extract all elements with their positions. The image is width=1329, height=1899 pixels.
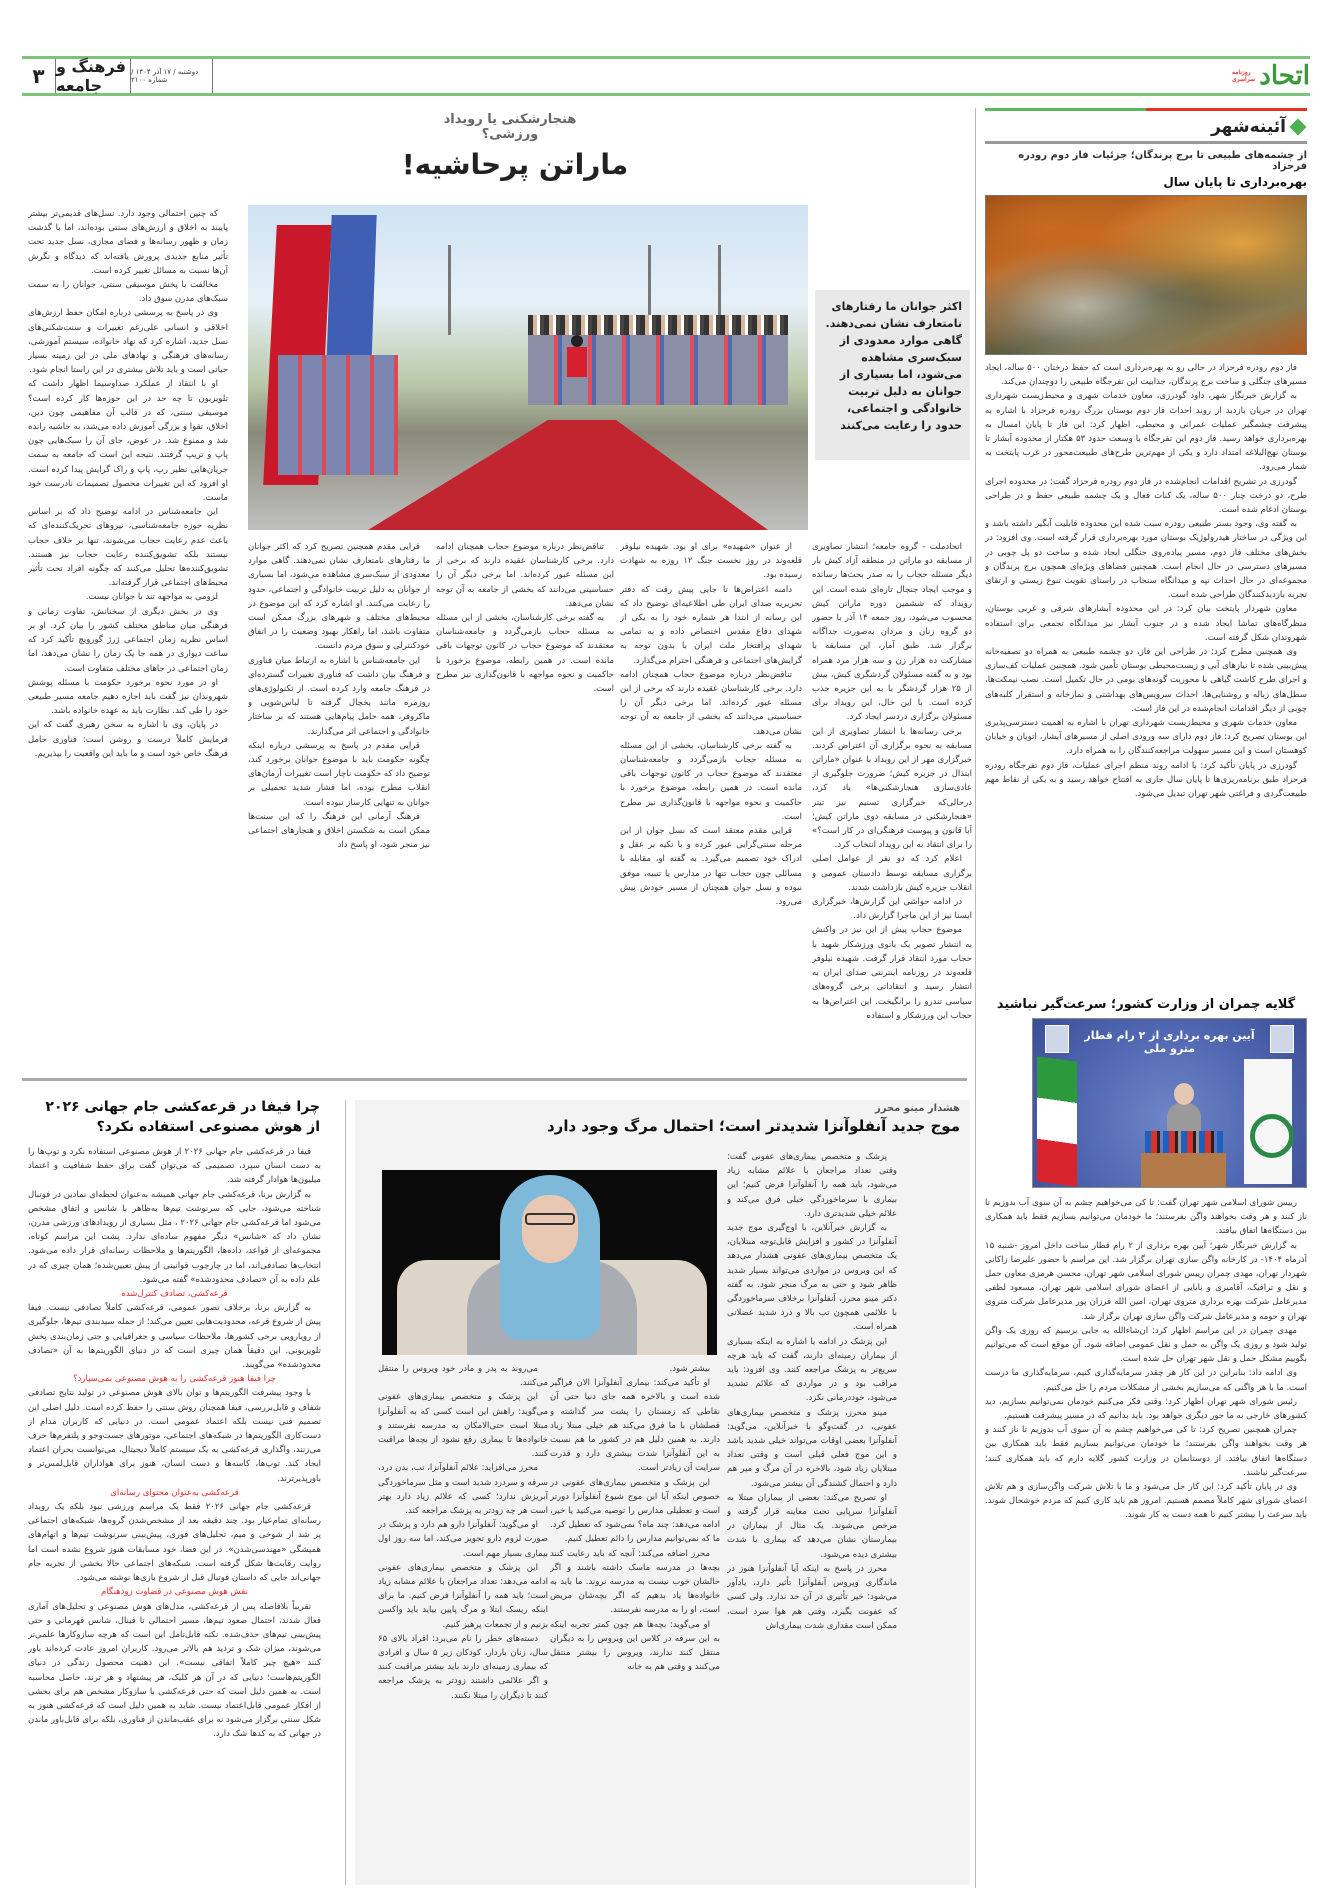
paragraph: او می‌گوید: آنفلوآنزا دارو هم دارد و پزشک در صورت لزوم دارو تجویز می‌کند، اما سه روز اول بیماری بسیار مهم است.	[378, 1520, 548, 1559]
feature-column-2	[620, 540, 802, 1025]
paragraph: دسته‌های خطر را نام می‌برد: افراد بالای ۶۵ سال، زنان باردار، کودکان زیر ۵ سال و افرادی که بیماری زمینه‌ای دارند باید بیشتر مراقبت کنند و اگر علائمی داشتند زودتر به پزشک مراجعه کنند تا دیگران را مبتلا نکنند.	[378, 1633, 548, 1701]
feature-column-3	[248, 540, 430, 1025]
paragraph: معاون شهردار پایتخت بیان کرد: در این محدوده آبشارهای شرقی و غربی بوستان، منظرگاه‌های تماشا ایجاد شده و در جنوب آبشار نیز میدانگاه تجمعی برای استفاده شهروندان شکل گرفته است.	[985, 604, 1307, 643]
paragraph: این پزشک و متخصص بیماری‌های عفونی ادامه می‌دهد: تعداد مراجعان با علائم مشابه زیاد است؛ باید همه را آنفلوآنزا فرض کنیم. ما برای اینکه ریسک ابتلا و مرگ پایین بیاید باید واکسن بزنیم و از تجمعات پرهیز کنیم.	[378, 1562, 548, 1630]
paragraph: او تصریح می‌کند: بعضی از بیماران مبتلا به آنفلوآنزا سرپایی تحت معاینه قرار گرفته و مرخص می‌شوند. یک مثال از بیماران در بیمارستان نشان می‌دهد که بیماری با شدت بیشتری دیده می‌شود.	[727, 1492, 897, 1560]
flu-headline[interactable]: موج جدید آنفلوآنزا شدیدتر است؛ احتمال مرگ وجود دارد	[546, 1117, 960, 1135]
paragraph: محرز می‌افزاید: علائم آنفلوآنزا، تب، بدن درد، سرفه و سردرد شدید است و مثل سرماخوردگی آبریزش ندارد؛ کسی که علائم زیاد دارد بهتر است هر چه زودتر به پزشک مراجعه کند.	[378, 1463, 548, 1517]
feature-column-3b	[436, 540, 614, 1025]
farahzad-article	[985, 150, 1307, 981]
section-divider	[22, 1078, 967, 1081]
paragraph: وی ادامه داد: بنابراین در این کار هر چقدر سرمایه‌گذاری کنیم، سرمایه‌گذاری ما درست است. ما با هر واگنی که می‌سازیم بخشی از مشکلات مردم را حل می‌کنیم.	[985, 1368, 1307, 1393]
article-headline[interactable]: گلایه چمران از وزارت کشور؛ سرعت‌گیر نباشید	[996, 997, 1296, 1012]
paragraph: از عنوان «شهیده» برای او بود. شهیده نیلوفر قلعه‌وند در روز نخست جنگ ۱۲ روزه به شهادت رسیده بود.	[620, 542, 802, 581]
portrait-image	[1270, 1025, 1294, 1053]
paragraph: اعلام کرد که دو نفر از عوامل اصلی برگزاری مسابقه توسط دادستان عمومی و انقلاب جزیره کیش بازداشت شدند.	[812, 854, 972, 893]
paragraph: چمران همچنین تصریح کرد: تا کی می‌خواهیم چشم به آن سوی آب بدوزیم تا ناز کنند و هر وقت بخواهند واگن بفرستند؛ ما خودمان می‌توانیم بسازیم فقط باید همکاری بین دستگاه‌ها اتفاق بیافتد. از دوستانمان در وزارت کشور گلایه دارم که باید همکاری کنند؛ سرعت‌گیر نباشند.	[985, 1425, 1307, 1478]
paragraph: این جامعه‌شناس با اشاره به ارتباط میان فناوری و فرهنگ بیان داشت که فناوری تغییرات گسترده‌ای در فرهنگ جامعه وارد کرده است. از تکنولوژی‌های روزمره مانند یخچال گرفته تا لباس‌شویی و ماکروفر، همه حامل پیام‌هایی هستند که بر ساختار خانوادگی و اجتماعی اثر می‌گذارند.	[248, 655, 430, 737]
paragraph: فاز دوم رودره فرحزاد در حالی رو به بهره‌برداری است که حفظ درختان ۵۰۰ ساله، ایجاد مسیرهای جنگلی و ساخت برج پرندگان، جذابیت این تفرجگاه طبیعی را دوچندان می‌کند.	[985, 363, 1307, 388]
barrier-fence	[278, 355, 398, 475]
paragraph: مینو محرز، پزشک و متخصص بیماری‌های عفونی، در گفت‌وگو با خبرآنلاین، می‌گوید: آنفلوآنزا بعضی اوقات می‌تواند خیلی شدید باشد و این موج فعلی قبلی است و وقتی تعداد مبتلایان زیاد شود، بالاخره در آن مرگ و میر هم دارد و احتمال کشندگی آن بیشتر می‌شود.	[727, 1407, 897, 1489]
red-carpet	[368, 420, 768, 530]
iran-flag	[1037, 1056, 1077, 1187]
paragraph: اتحادملت - گروه جامعه؛ انتشار تصاویری از مسابقه دو ماراتن در منطقه آزاد کیش بار دیگر مسئله حجاب را به صدر بحث‌ها رسانده و موجب ایجاد جنجال تازه‌ای شده است. این رویداد که ششمین دوره ماراتن کیش محسوب می‌شود، روز جمعه ۱۴ آذر با حضور دو گروه زنان و مردان به‌صورت جداگانه برگزار شد. طبق آمار، این مسابقه با مشارکت ده هزار زن و سه هزار مرد همراه بود و به گفته مسئولان گردشگری کیش، بیش از ۲۵ هزار گردشگر با به این جزیره جذب کرده است. با این حال، این رویداد برای مسئولان برگزاری دردسر ایجاد کرد.	[812, 542, 972, 723]
logo-text: اتحاد	[1259, 61, 1310, 91]
fifa-headline[interactable]: چرا فیفا در قرعه‌کشی جام جهانی ۲۰۲۶ از هوش مصنوعی استفاده نکرد؟	[45, 1099, 320, 1135]
paragraph: این پزشک در ادامه با اشاره به اینکه بسیاری از بیماران زمینه‌ای دارند، گفت که باید هرچه سریع‌تر به پزشک مراجعه کنند. وی افزود: باید مراقب بود و در مواردی که علائم تشدید می‌شود، خوددرمانی نکرد.	[727, 1336, 897, 1404]
paragraph: به گفته برخی کارشناسان، بخشی از این مسئله به مسئله حجاب بازمی‌گردد و جامعه‌شناسان معتقدند که موضوع حجاب در کانون توجهات باقی مانده است. در همین رابطه، موضوع برخورد با حاکمیت و نحوه مواجهه با قانون‌گذاری نیز مطرح است.	[620, 740, 802, 822]
paragraph: برخی رسانه‌ها با انتشار تصاویری از این مسابقه به نحوه برگزاری آن اعتراض کردند. خبرگزاری مهر از این رویداد با عنوان «ماراتن ابتذال در جزیره کیش؛ ضرورت جلوگیری از عادی‌سازی هنجارشکنی‌ها» یاد کرد، درحالی‌که خبرگزاری تسنیم نیز تیتر «هنجارشکنی در مسابقه دوی ماراتن کیش؛ آیا قانون و پیوست فرهنگی‌ای در کار است؟» را برای انتقاد به این رویداد انتخاب کرد.	[812, 726, 972, 851]
article-kicker: از چشمه‌های طبیعی تا برج پرندگان؛ جزئیات فاز دوم رودره فرحزاد	[1018, 150, 1307, 172]
paragraph: وی در بخش دیگری از سخنانش، تفاوت زمانی و فرهنگی میان مناطق مختلف کشور را بیان کرد. او بر اساس نظریه زمان اجتماعی ژرژ گورویچ تأکید کرد که ساعت دیواری در همه جا یک زمان را نشان می‌دهد، اما زمان اجتماعی در جاهای مختلف متفاوت است.	[28, 606, 228, 674]
article-headline[interactable]: بهره‌برداری تا پایان سال	[1163, 175, 1307, 189]
pull-quote: اکثر جوانان ما رفتارهای نامتعارف نشان نمی‌دهند. گاهی موارد معدودی از سبک‌سری مشاهده می‌شود، اما بسیاری از جوانان به دلیل تربیت خانوادگی و اجتماعی، حدود را رعایت می‌کنند	[815, 290, 970, 460]
color-bar-green	[985, 108, 1146, 111]
paragraph: محرز در پاسخ به اینکه آیا آنفلوآنزا هنوز در ماندگاری ویروس آنفلوآنزا تأثیر دارد، یادآور می‌شود: خیر تأثیری در آن حد ندارد. ولی کسی که عفونت بگیرد، وقتی هم هوا سرد است، ممکن است مقداری شدت بیماری‌اش	[727, 1563, 897, 1631]
chamran-article	[985, 997, 1307, 1806]
paragraph: گودرزی در تشریح اقدامات انجام‌شده در فاز دوم رودره فرحزاد گفت: در محدوده اجرای طرح، دو درخت چنار ۵۰۰ ساله، یک کنات فعال و یک چشمه طبیعی حفظ و در طراحی بوستان ادغام شده است.	[985, 476, 1307, 516]
paragraph: وی در پایان تأکید کرد: این کار حل می‌شود و ما با تلاش شرکت واگن‌سازی و هم تلاش اعضای شورای شهر کاملاً مصمم هستیم. امروز هم باید کاری کنیم که مردم خوشحال شوند. باید سرعت را بیشتر کنیم تا همه دست به کار شوند.	[985, 1482, 1307, 1521]
paragraph: او تأکید می‌کند: بیماری آنفلوآنزا الان فراگیر شده است و بالاخره همه جای دنیا حتی آن نقاطی که زمستان را پشت سر گذاشته و فصلشان با ما فرق می‌کند هم خیلی مبتلا زیاد دارند. به همین دلیل هم در کشور ما هم نسبت به این آنفلوآنزا شدت بیشتری دارد و قدرت سرایت آن زیادتر است.	[550, 1378, 720, 1474]
ceremony-banner-text: آیین بهره برداری از ۲ رام قطار مترو ملی	[1084, 1029, 1255, 1055]
page-number: ۳	[22, 59, 56, 93]
article-body	[985, 1196, 1307, 1806]
paragraph: این پزشک و متخصص بیماری‌های عفونی می‌گوید: راهش این است کسی که به آنفلوآنزا مبتلا است حتی‌الامکان به مدرسه نفرستند و خانواده‌ها تا بیماری رفع نشود از بچه‌ها مراقبت کنند.	[378, 1392, 548, 1460]
paragraph: فرهنگ آرمانی این فرهنگ را که این سنت‌ها ممکن است به شکستن اخلاق و هنجارهای اجتماعی نیز منجر شود، او پاسخ داد	[248, 811, 430, 851]
diamond-icon	[1290, 119, 1307, 136]
article-body	[985, 361, 1307, 981]
flu-column-2	[550, 1362, 720, 1885]
marathon-photo	[248, 205, 808, 530]
flu-column-3	[378, 1362, 548, 1885]
paragraph: قرعه‌کشی جام جهانی ۲۰۲۶ فقط یک مراسم ورزشی نبود بلکه یک رویداد رسانه‌ای تمام‌عیار بود. چند دقیقه بعد از مشخص‌شدن گروه‌ها، شبکه‌های اجتماعی پر شد از شوخی و میم، تحلیل‌های فوری، پیش‌بینی سرنوشت تیم‌ها و اتهام‌های همیشگی «مهندسی‌شدن». در این فضا، خود مسابقات هنوز شروع نشده است اما روایت رقابت‌ها شکل گرفته است. شبکه‌های اجتماعی حالا بخشی از تجربه جام جهانی‌اند جایی که داستان فوتبال قبل از شروع بازی‌ها نوشته می‌شود.	[28, 1502, 321, 1584]
paragraph: رییس شورای اسلامی شهر تهران گفت: تا کی می‌خواهیم چشم به آن سوی آب بدوزیم تا ناز کنند و هر وقت بخواهند واگن بفرستند؛ ما خودمان می‌توانیم بسازیم فقط باید همکاری بین دستگاه‌ها اتفاق بیافتد.	[985, 1198, 1307, 1237]
paragraph: با وجود پیشرفت الگوریتم‌ها و توان بالای هوش مصنوعی در تولید نتایج تصادفی شفاف و قابل‌بررسی، فیفا همچنان روش سنتی را حفظ کرده است. دلیل اصلی این تصمیم فنی نیست بلکه اعتماد عمومی است. در دنیایی که کاربران مدام از دست‌کاری الگوریتم‌ها در شبکه‌های اجتماعی، موتورهای جست‌وجو و پلتفرم‌ها حرف می‌زنند، واگذاری قرعه‌کشی به یک سیستم کاملاً دیجیتال، می‌توانست بحران اعتماد ایجاد کند. توپ‌ها، کاسه‌ها و دست انسان، هنوز برای هواداران قابل‌لمس‌تر و باورپذیرترند.	[28, 1388, 321, 1484]
paragraph: در ادامه حواشی این گزارش‌ها، خبرگزاری ایسنا نیز از این ماجرا گزارش داد.	[812, 897, 972, 922]
minoo-mohraz-photo	[382, 1170, 717, 1355]
tehran-municipality-flag	[1244, 1059, 1292, 1184]
paragraph: قرایی مقدم در پاسخ به پرسشی درباره اینکه چگونه حکومت باید با موضوع جوانان برخورد کند، توضیح داد که حکومت ناچار است تغییرات آرمان‌های انقلاب مطرح بوده، اما فشار شدید تحمیلی بر جوانان به تنهایی کارساز نبوده است.	[248, 740, 430, 808]
paragraph: معاون خدمات شهری و محیط‌زیست شهرداری تهران با اشاره به اهمیت دسترسی‌پذیری این بوستان تصریح کرد: فاز دوم دارای سه ورودی اصلی از مسیرهای آبشار، اتوبان و خیابان کوهستان است و این مسیر سهولت مراجعه‌کنندگان را به همراه دارد.	[985, 718, 1307, 757]
paragraph: بیشتر شود.	[669, 1364, 710, 1374]
paragraph: او در مورد نحوه برخورد حکومت با مسئله پوشش شهروندان نیز گفت باید اجازه دهیم جامعه مسیر طبیعی خود را طی کند. نظارت باید به عهده خانواده باشد.	[28, 677, 228, 717]
logo-tagline: روزنامه سراسری	[1232, 69, 1256, 83]
feature-column-1	[812, 540, 972, 1025]
column-divider	[975, 108, 976, 1888]
paragraph: او با انتقاد از عملکرد صداوسیما اظهار داشت که تلویزیون تا چه حد در این حوزه‌ها کار کرده است؟ موسیقی سنتی، که در قالب آن مفاهیمی چون دین، اخلاق، تقوا و بزرگی آموزش داده می‌شد، به حاشیه رانده شد و ممنوع شد. در عوض، جای آن را سبک‌هایی چون پاپ و تریپ گرفتند. نتیجه این است که جامعه به سمت جریان‌هایی نظیر رپ، پاپ و راک گرایش پیدا کرده است. او افزود که این تغییرات محصول تصمیمات نادرست خود ماست.	[28, 379, 228, 504]
paragraph: به گزارش برنا، برخلاف تصور عمومی، قرعه‌کشی کاملاً تصادفی نیست. فیفا پیش از شروع قرعه، محدودیت‌هایی تعیین می‌کند؛ از جمله سیدبندی تیم‌ها، جلوگیری از رویارویی برخی کشورها، ملاحظات سیاسی و جغرافیایی و حتی زمان‌بندی پخش تلویزیونی. این دقیقاً همان چیزی است که در دنیای الگوریتم‌ها به آن «تصادف محدودشده» می‌گویند.	[28, 1303, 321, 1371]
paragraph: که چنین احتمالی وجود دارد. نسل‌های قدیمی‌تر بیشتر پایبند به اخلاق و ارزش‌های سنتی بوده‌اند، اما با گذشت زمان و ظهور رسانه‌ها و فضای مجازی، نسل جدید تحت تأثیر منابع جدیدی پرورش یافته‌اند که دیدگاه و نگرش آن‌ها نسبت به مسائل تغییر کرده است.	[28, 209, 228, 276]
paragraph: این پزشک و متخصص بیماری‌های عفونی در خصوص اینکه آیا این موج شیوع آنفلوآنزا دورتر است و تعطیلی مدارس را توصیه می‌کنید یا خیر، ادامه می‌دهد: چند ماه؟ نمی‌شود که تعطیل کرد. ما که نمی‌توانیم مدارس را دائم تعطیل کنیم.	[550, 1477, 720, 1545]
paragraph: به گزارش خبرنگار شهر؛ آیین بهره برداری از ۲ رام قطار ساخت داخل امروز -شنبه ۱۵ آذرماه ۱۴۰۴- در کارخانه واگن سازی تهران برگزار شد. این مراسم با حضور علیرضا زاکانی شهردار تهران، مهدی چمران رییس شورای اسلامی شهر تهران، محسن هرمزی معاون حمل و نقل و ترافیک، آقامیری و بابایی از اعضای شورای اسلامی شهر تهران، مسعود لطفی مدیرعامل شرکت بهره برداری متروی تهران، امین الله فرزان پور مدیرعامل شرکت متروی تهران و حومه و مدیرعامل شرکت واگن سازی تهران برگزار شد.	[985, 1240, 1307, 1322]
metro-ceremony-photo	[1032, 1018, 1307, 1188]
section-color-bar	[985, 108, 1307, 111]
subheading: قرعه‌کشی به‌عنوان محتوای رسانه‌ای	[110, 1487, 239, 1498]
paragraph: این جامعه‌شناس در ادامه توضیح داد که بر اساس نظریه حوزه جامعه‌شناسی، نیروهای تحریک‌کننده‌ای که باعث عدم رعایت حجاب می‌شوند، تنها بر خلاف حجاب نیستند بلکه تشویق‌کننده رعایت حجاب نیز هستند. تشویق‌کننده‌ها تحلیل می‌کنند که چگونه افراد تحت تأثیر محیط‌های اجتماعی قرار گرفته‌اند.	[28, 507, 228, 589]
column-divider	[345, 1100, 346, 1885]
paragraph: پزشک و متخصص بیماری‌های عفونی گفت: وقتی تعداد مراجعان با علائم مشابه زیاد می‌شود، باید همه را آنفلوآنزا فرض کنیم؛ این بیماری با سرماخوردگی خیلی فرق می‌کند و علائم خیلی شدیدتری دارد.	[727, 1152, 897, 1219]
feature-kicker: هنجارشکنی یا رویداد ورزشی؟	[443, 112, 577, 142]
paragraph: قرایی مقدم همچنین تصریح کرد که اکثر جوانان ما رفتارهای نامتعارف نشان نمی‌دهند. گاهی موارد معدودی از سبک‌سری مشاهده می‌شود، اما بسیاری از جوانان به دلیل تربیت خانوادگی و اجتماعی، حدود را رعایت می‌کنند. او اشاره کرد که این موضوع در محیط‌های مختلف و شهرهای بزرگ ممکن است متفاوت باشد، اما راهکار بهبود وضعیت را در اتفاق خودکنترلی و سوق مردم دانست.	[248, 542, 430, 652]
glasses	[525, 1213, 575, 1225]
issue-date: دوشنبه / ۱۷ آذر ۱۴۰۴ / شماره ۲۱۰۰	[131, 59, 213, 93]
paragraph: تناقض‌نظر درباره موضوع حجاب همچنان ادامه دارد. برخی کارشناسان عقیده دارند که برخی از این مسئله عبور کرده‌اند. اما برخی دیگر آن را حساسیتی می‌دانند که بخشی از جامعه به آن توجه نشان می‌دهد.	[620, 669, 802, 737]
runner-figure	[566, 335, 588, 405]
paragraph: موضوع حجاب پیش از این نیز در واکنش به انتشار تصویر یک بانوی ورزشکار شهید با حجاب مورد انتقاد قرار گرفت. شهیده نیلوفر قلعه‌وند در روزنامه اینترنتی صدای ایران به انتشار رسید و انتقاداتی برخی گروه‌های سیاسی تندرو را برانگیخت. این اعتراض‌ها به حجاب این ورزشکار و استفاده	[812, 925, 972, 1021]
paragraph: به گزارش خبرآنلاین، با اوج‌گیری موج جدید آنفلوآنزا در کشور و افزایش قابل‌توجه مبتلایان، یک متخصص بیماری‌های عفونی هشدار می‌دهد که این ویروس در مواردی می‌تواند بسیار شدید ظاهر شود و حتی به مرگ منجر شود. به گفته دکتر مینو محرز، آنفلوآنزا برخلاف سرماخوردگی با علائمی همچون تب بالا و درد شدید عضلانی همراه است.	[727, 1223, 897, 1333]
paragraph: قرایی مقدم معتقد است که نسل جوان از این مرحله سنتی‌گرایی عبور کرده و با تکیه بر عقل و ادراک خود تصمیم می‌گیرد. به گفته او، مقابله با مسائلی چون حجاب تنها در مدارس یا تنبیه، موفق نبوده و نسل جوان همچنان از مسیر خودش پیش می‌رود.	[620, 826, 802, 908]
paragraph: تناقض‌نظر درباره موضوع حجاب همچنان ادامه دارد. برخی کارشناسان عقیده دارند که برخی از این مسئله عبور کرده‌اند. اما برخی دیگر آن را حساسیتی می‌دانند که بخشی از جامعه به آن توجه نشان می‌دهد.	[436, 542, 614, 609]
section-header-title: آئینه‌شهر	[1211, 117, 1286, 137]
newspaper-logo	[1230, 59, 1310, 93]
paragraph: به گفته برخی کارشناسان، بخشی از این مسئله به مسئله حجاب بازمی‌گردد و جامعه‌شناسان معتقدند که موضوع حجاب در کانون توجهات باقی مانده است. در همین رابطه، موضوع برخورد با حاکمیت و نحوه مواجهه با قانون‌گذاری نیز مطرح است.	[436, 613, 614, 695]
paragraph: فیفا در قرعه‌کشی جام جهانی ۲۰۲۶ از هوش مصنوعی استفاده نکرد و توپ‌ها را به دست انسان سپرد، تصمیمی که می‌توان گفت برای حفظ شفافیت و اعتماد میلیون‌ها هوادار گرفته شد.	[28, 1147, 321, 1186]
paragraph: لزومی به مواجهه تند با جوانان نیست.	[85, 592, 218, 603]
masthead	[22, 56, 1310, 96]
masthead-spacer	[213, 59, 1230, 93]
paragraph: به گفته وی، وجود بستر طبیعی رودره سبب شده این محدوده قابلیت آبگیر داشته باشد و این ویژگی در ساختار هیدرولوژیک بوستان مورد بهره‌برداری قرار گرفته است. وی افزود: در بخش‌های مختلف فاز دوم، مسیر پیاده‌روی جنگلی ایجاد شده و ساخت دو پل چوبی در مسیرهای دسترسی در حال انجام است. همچنین فضاهای ویژه‌ای همچون برج پرندگان و مجموعه‌ای در حال احداث تپه و میدانگاه سنجاب در راستای تقویت تنوع زیستی و ارتقای تجربه بازدیدکنندگان طراحی شده است.	[985, 519, 1307, 601]
paragraph: وی در پاسخ به پرسشی درباره امکان حفظ ارزش‌های اخلاقی و انسانی علی‌رغم تغییرات و سنت‌شکنی‌های نسل جدید، اشاره کرد که نهاد خانواده، سیستم آموزشی، رسانه‌های فرهنگی و نهادهای ملی در این زمینه بسیار حیاتی است و باید تلاش بیشتری در این راستا انجام شود.	[28, 308, 228, 376]
paragraph: به گزارش برنا، قرعه‌کشی جام جهانی همیشه به‌عنوان لحظه‌ای نمادین در فوتبال شناخته می‌شود، جایی که سرنوشت تیم‌ها به‌ظاهر با شانس و اتفاق مشخص می‌شود اما قرعه‌کشی جام جهانی ۲۰۲۶ ، مثل بسیاری از رویدادهای ورزشی مدرن، نشان داد که «شانس» دیگر مفهوم ساده‌ای ندارد. پشت این مراسم کوتاه، مجموعه‌ای از قواعد، داده‌ها، الگوریتم‌ها و ملاحظات رسانه‌ای قرار داده می‌شود. انتخاب‌ها تصادفی‌اند، اما در چارچوب قوانینی از پیش تعیین‌شده؛ همان چیزی که در علم داده به آن «تصادف محدودشده» گفته می‌شود.	[28, 1189, 321, 1285]
podium	[1141, 1153, 1226, 1187]
paragraph: گودرزی در پایان تأکید کرد: با ادامه روند منظم اجرای عملیات، فاز دوم تفرجگاه رودره فرحزاد طبق برنامه‌ریزی‌ها تا پایان سال جاری به افتتاح خواهد رسید و به یکی از نقاط مهم طبیعت‌گردی و فراغتی شهر تهران تبدیل می‌شود.	[985, 760, 1307, 800]
section-header	[985, 111, 1307, 144]
microphones	[1145, 1131, 1223, 1153]
section-title: فرهنگ و جامعه	[56, 59, 131, 93]
feature-column-4	[28, 207, 228, 1027]
flu-column-1	[727, 1150, 897, 1885]
paragraph: رئیس شورای شهر تهران اظهار کرد: وقتی فکر می‌کنیم خودمان نمی‌توانیم بسازیم، دید کشورهای خارجی به ما جور دیگری خواهد بود. باید بدانیم که در مسیر پیشرفت هستیم.	[985, 1396, 1307, 1422]
subheading: قرعه‌کشی، تصادف کنترل‌شده	[121, 1289, 228, 1300]
paragraph: وی همچنین مطرح کرد: در طراحی این فاز، دو چشمه طبیعی به همراه دو تصفیه‌خانه پیش‌بینی شده تا نیازهای آبی و زیست‌محیطی بوستان تأمین شود. همچنین عملیات کف‌سازی و اجرای طرح کاشت گیاهی با محوریت گونه‌های بومی در حال تکمیل است. نصب نیمکت‌ها، سطل‌های زباله و روشنایی‌ها، احداث سرویس‌های بهداشتی و نمازخانه و استقرار کلبه‌های چوبی از دیگر اقدامات انجام‌شده در این فاز است.	[985, 647, 1307, 714]
fifa-article-body	[28, 1145, 321, 1885]
palm-tree	[448, 245, 451, 335]
figure-face	[522, 1195, 578, 1263]
city-mirror-column	[985, 108, 1307, 1806]
subheading: چرا فیفا هنوز قرعه‌کشی را به هوش مصنوعی نمی‌سپارد؟	[73, 1374, 276, 1385]
paragraph: مهدی چمران در این مراسم اظهار کرد: ان‌شاءالله به جایی برسیم که روزی یک واگن تولید شود و روزی یک واگن به حمل و نقل عمومی اضافه شود. آن موقع است که می‌توانیم بگوییم مشکل حمل و نقل شهر تهران حل شده است.	[985, 1325, 1307, 1365]
portrait-image	[1045, 1025, 1069, 1053]
color-bar-red	[1146, 108, 1307, 111]
paragraph: دامنه اعتراض‌ها تا جایی پیش رفت که دفتر تحریریه صدای ایران طی اطلاعیه‌ای توضیح داد که این رسانه از ابتدا هر شماره خود را به یکی از شهدای دفاع مقدس اختصاص داده و به تمامی شهدای پرافتخار ملت ایران با بدون توجه به گرایش‌های اجتماعی و فرهنگی احترام می‌گذارد.	[620, 584, 802, 666]
paragraph: به گزارش خبرنگار شهر، داود گودرزی، معاون خدمات شهری و محیط‌زیست شهرداری تهران در جریان بازدید از روند احداث فاز دوم بوستان بزرگ رودره فرحزاد با اشاره به پیشرفت چشمگیر عملیات عمرانی و محیطی، اظهار کرد: این فاز تا پایان امسال به بهره‌برداری خواهد رسید. فاز دوم این تفرجگاه با وسعت حدود ۵۳ هکتار از محدوده آبشار تا بوستان نهج‌البلاغه امتداد دارد و یکی از مهم‌ترین طرح‌های طبیعت‌محور در غرب پایتخت به شمار می‌رود.	[985, 391, 1307, 473]
paragraph: او می‌گوید: بچه‌ها هم چون کمتر تجربه اینکه به این سرفه در کلاس این ویروس را به دیگران منتقل کنند ندارند، ویروس را بیشتر منتقل می‌کنند و وقتی هم به خانه	[550, 1619, 720, 1673]
subheading: نقش هوش مصنوعی در قضاوت زودهنگام	[101, 1587, 248, 1598]
paragraph: مخالفت با پخش موسیقی سنتی، جوانان را به سمت سبک‌های مدرن سوق داد.	[28, 280, 228, 305]
paragraph: تقریباً بلافاصله پس از قرعه‌کشی، مدل‌های هوش مصنوعی و تحلیل‌های آماری فعال شدند، احتمال صعود تیم‌ها، مسیر احتمالی تا فینال، شانس قهرمانی و حتی پیش‌بینی تیم‌های حذف‌شده. نکته قابل‌تامل این است که هرچه سازوکارها علمی‌تر می‌شوند، میزان شک و تردید هم بالاتر می‌رود. کاربران امروز عادت کرده‌اند باور کنند «هیچ چیز کاملاً اتفاقی نیست». این ذهنیت محصول زندگی در دنیای الگوریتم‌هاست؛ دنیایی که در آن هر کلیک، هر پیشنهاد و هر ترند، حاصل محاسبه است. به همین دلیل است که حتی قرعه‌کشی با سازوکار مشخص هم برای بخشی از افکار عمومی قابل‌اعتماد نیست. شاید به همین دلیل است که قرعه‌کشی هنوز به شکل سنتی برگزار می‌شود نه برای عقب‌ماندن از فناوری، بلکه برای قابل‌باور ماندن در جهانی که به کدها شک دارد.	[28, 1601, 321, 1740]
feature-title[interactable]: ماراتن پرحاشیه!	[401, 148, 629, 181]
paragraph: در پایان، وی با اشاره به سخن رهبری گفت که این فرمایش کاملاً درست و روشن است: فناوری حامل فرهنگ خاص خود است و ما باید این واقعیت را بپذیریم.	[28, 720, 228, 759]
flu-kicker: هشدار مینو محرز	[874, 1103, 960, 1114]
paragraph: محرز اضافه می‌کند: آنچه که باید رعایت کنند بچه‌ها در مدرسه ماسک داشته باشند و اگر حالشان خوب نیست به مدرسه نروند. ما باید به خانواده‌ها یاد بدهیم که اگر بچه‌شان مریض است، او را به مدرسه نفرستند.	[550, 1548, 720, 1616]
paragraph: می‌روند به پدر و مادر خود ویروس را منتقل می‌کنند.	[378, 1364, 548, 1389]
autumn-stream-photo	[985, 195, 1307, 355]
